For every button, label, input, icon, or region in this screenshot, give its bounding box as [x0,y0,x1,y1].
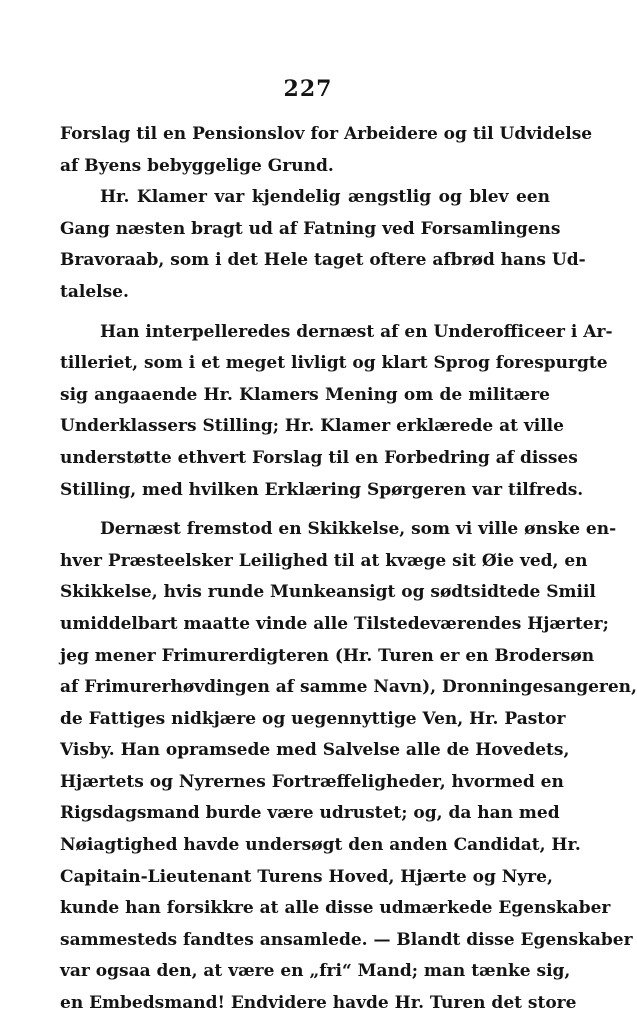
text-line: hver Præsteelsker Leilighed til at kvæge sit Øie ved, en [60,550,588,571]
text-line: Capitain-Lieutenant Turens Hoved, Hjærte og Nyre, [60,866,553,887]
text-line: umiddelbart maatte vinde alle Tilstedeværendes Hjærter; [60,613,609,634]
text-line: Hr. Klamer var kjendelig ængstlig og blev een [100,187,550,208]
text-line: Skikkelse, hvis runde Munkeansigt og sødtsidtede Smiil [60,582,596,603]
text-line: jeg mener Frimurerdigteren (Hr. Turen er en Brodersøn [60,645,595,666]
text-line: af Byens bebyggelige Grund. [60,155,334,176]
text-line: Bravoraab, som i det Hele taget oftere afbrød hans Ud- [60,250,586,271]
text-line: Nøiagtighed havde undersøgt den anden Candidat, Hr. [60,835,581,856]
text-line: Forslag til en Pensionslov for Arbeidere og til Udvidelse [60,124,593,144]
text-line: var ogsaa den, at være en „fri“ Mand; man tænke sig, [60,961,571,982]
text-line: kunde han forsikkre at alle disse udmærkede Egenskaber [60,898,611,919]
text-line: en Embedsmand! Endvidere havde Hr. Turen det store [60,993,577,1014]
text-line: talelse. [60,281,129,302]
text-line: de Fattiges nidkjære og uegennyttige Ven, Hr. Pastor [60,708,566,729]
text-line: sammesteds fandtes ansamlede. — Blandt disse Egenskaber [60,929,633,950]
text-line: Visby. Han opramsede med Salvelse alle de Hovedets, [60,740,570,761]
text-line: Rigsdagsmand burde være udrustet; og, da han med [60,803,560,824]
page-number: 227 [283,76,333,102]
body-text [60,119,637,1020]
text-line: tilleriet, som i et meget livligt og klart Sprog forespurgte [60,353,608,374]
text-line: Gang næsten bragt ud af Fatning ved Forsamlingens [60,218,561,239]
text-line: Hjærtets og Nyrernes Fortræffeligheder, hvormed en [60,771,564,792]
text-line: sig angaaende Hr. Klamers Mening om de militære [60,384,550,405]
text-line: Dernæst fremstod en Skikkelse, som vi ville ønske en- [100,519,617,540]
text-line: understøtte ethvert Forslag til en Forbedring af disses [60,447,578,468]
text-line: Stilling, med hvilken Erklæring Spørgeren var tilfreds. [60,479,584,500]
text-line: af Frimurerhøvdingen af samme Navn), Dronningesangeren, [60,677,637,698]
text-line: Underklassers Stilling; Hr. Klamer erklærede at ville [60,416,564,437]
text-line: Han interpelleredes dernæst af en Underofficeer i Ar- [100,321,613,342]
